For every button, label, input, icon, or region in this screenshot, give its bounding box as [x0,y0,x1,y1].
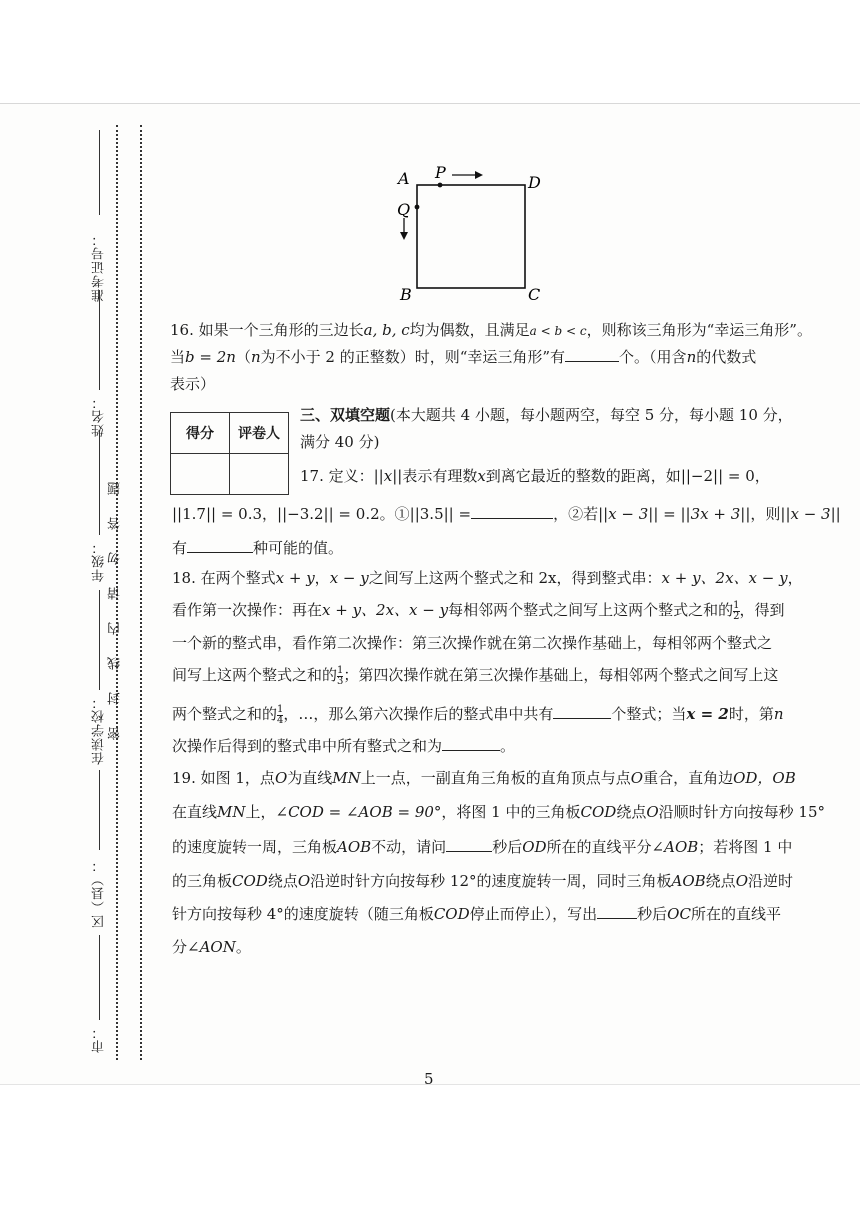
q17-answer-blank-2[interactable] [187,538,253,553]
district-underline [99,770,100,850]
name-label: 姓名： [92,395,107,437]
fraction-one-fourth: $\frac{1}{4}$ [277,703,284,726]
q17-line-3: 有 种可能的值。 [172,539,344,557]
q19-line-4: 的三角板COD绕点O沿逆时针方向按每秒 12°的速度旋转一周，同时三角板AOB绕点O沿逆时 [172,872,794,890]
grader-header: 评卷人 [230,413,289,454]
q19-answer-blank-1[interactable] [446,837,492,852]
label-B: B [400,285,412,304]
label-A: A [398,169,410,188]
q17-line-1: 17. 定义：||x||表示有理数x到离它最近的整数的距离，如||−2|| = 0， [300,467,770,485]
square-figure [380,160,560,305]
q16-answer-blank[interactable] [565,347,619,362]
q19-line-6: 分∠AON。 [172,938,251,956]
q18-answer-blank-2[interactable] [442,736,500,751]
seal-warning-text: 密封线内请勿答题 [108,460,123,740]
district-label: 区（县）： [92,858,107,928]
score-cell[interactable] [171,454,230,495]
exam-id-underline [99,130,100,215]
fraction-one-half: $\frac{1}{2}$ [733,599,740,622]
seal-dotted-line-2 [140,125,142,1060]
q19-line-5: 针方向按每秒 4°的速度旋转（随三角板COD停止而停止），写出 秒后OC所在的直线平 [172,905,781,923]
name-underline [99,290,100,390]
label-D: D [528,173,541,192]
label-Q: Q [397,200,411,219]
grade-underline [99,430,100,535]
section-3-header: 三、双填空题(本大题共 4 小题，每小题两空，每空 5 分，每小题 10 分， [300,406,793,424]
q18-line-1: 18. 在两个整式x + y，x − y之间写上这两个整式之和 2x，得到整式串：x + y、2x、x − y， [172,569,803,587]
q18-line-3: 一个新的整式串，看作第二次操作：第三次操作就在第二次操作基础上，每相邻两个整式之 [172,634,773,652]
q18-line-6: 次操作后得到的整式串中所有整式之和为 。 [172,737,516,755]
score-table [170,412,289,495]
q19-line-3: 的速度旋转一周，三角板AOB不动，请问 秒后OD所在的直线平分∠AOB；若将图 1 中 [172,838,793,856]
q18-answer-blank-1[interactable] [553,704,611,719]
q18-line-2: 看作第一次操作：再在x + y、2x、x − y每相邻两个整式之间写上这两个整式之和的 $\frac{1}{2}$ ，得到 [172,599,785,622]
q17-line-2: ||1.7|| = 0.3，||−3.2|| = 0.2。①||3.5|| = ，②若||x − 3|| = ||3x + 3||，则||x − 3|| [172,505,841,523]
score-header: 得分 [171,413,230,454]
q16-line-2: 当b = 2n（n为不小于 2 的正整数）时，则“幸运三角形”有 个。（用含n的代数式 [170,348,757,366]
label-P: P [435,163,446,182]
school-underline [99,590,100,690]
grade-label: 年级： [92,540,107,582]
q17-answer-blank-1[interactable] [471,504,553,519]
q19-answer-blank-2[interactable] [597,904,637,919]
page-number: 5 [424,1070,434,1088]
label-C: C [528,285,541,304]
exam-id-label: 准考证号： [92,232,107,302]
q18-line-5: 两个整式之和的 $\frac{1}{4}$ ，…，那么第六次操作后的整式串中共有 个整式；当x = 2时，第n [172,703,784,726]
q18-line-4: 间写上这两个整式之和的 $\frac{1}{3}$ ；第四次操作就在第三次操作基础上，每相邻两个整式之间写上这 [172,664,779,687]
school-label: 在读学校： [92,695,107,765]
q16-line-3: 表示） [170,375,216,393]
city-label: 市： [92,1025,107,1053]
section-3-points: 满分 40 分) [300,433,380,451]
city-underline [99,935,100,1020]
q16-line-1: 16. 如果一个三角形的三边长a, b, c均为偶数，且满足a < b < c，则称该三角形为“幸运三角形”。 [170,321,812,339]
q19-line-2: 在直线MN上，∠COD = ∠AOB = 90°，将图 1 中的三角板COD绕点O沿顺时针方向按每秒 15° [172,803,825,821]
fraction-one-third: $\frac{1}{3}$ [337,664,344,687]
grader-cell[interactable] [230,454,289,495]
q19-line-1: 19. 如图 1，点O为直线MN上一点，一副直角三角板的直角顶点与点O重合，直角边OD，OB [172,769,796,787]
